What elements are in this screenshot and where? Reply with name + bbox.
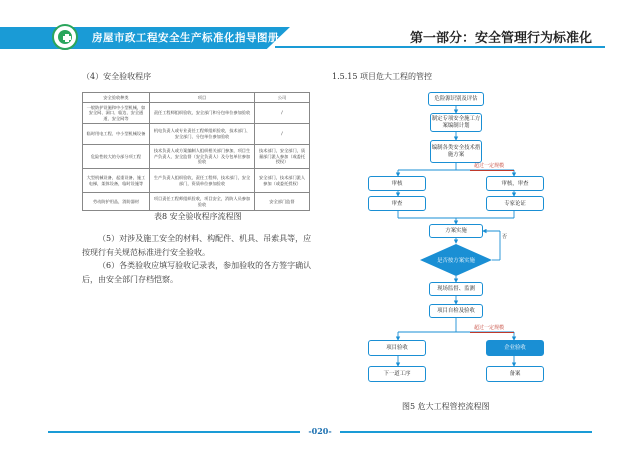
table-cell: 机电负责人或专业责任工程师组织验收，技术部门、安全部门、分包单位参加验收 [150, 124, 255, 145]
table-cell: 技术部门，安全部门，质量部门派人参加（或委托授权） [255, 145, 310, 169]
note-underline [470, 332, 514, 333]
page-number: -020- [300, 426, 340, 436]
table-cell: 大型机械设备，起重设备，施工电梯，架体设备，临时设施等 [83, 169, 150, 193]
scale-note: 超过一定规模 [474, 325, 505, 331]
table-cell: 安全部门监督 [255, 193, 310, 211]
no-label: 否 [502, 234, 508, 240]
table-cell: 临时用电工程、中小型机械设备 [83, 124, 150, 145]
flow-node-self-inspection: 项目自检及验收 [429, 304, 483, 318]
flow-node-plan-schedule: 制定专项安全施工方案编制计划 [430, 113, 482, 132]
table-cell: / [255, 103, 310, 124]
table-cell: 安全部门，技术部门派人参加（或委托授权） [255, 169, 310, 193]
flow-node-audit: 审查 [368, 196, 426, 211]
table-header: 项目 [150, 93, 255, 103]
flow-node-review: 审核 [368, 176, 426, 191]
table-caption: 表8 安全验收程序流程图 [154, 212, 242, 221]
table-header: 安全验收种类 [83, 93, 150, 103]
flow-node-compile-measures: 编制各类安全技术措施方案 [430, 140, 482, 163]
note-underline [470, 170, 514, 171]
flow-node-enterprise-acceptance: 企业验收 [486, 340, 544, 356]
table-header: 公司 [255, 93, 310, 103]
flow-node-supervision-monitoring: 现场监督、监测 [429, 282, 483, 296]
table-cell: 劳动防护用品，消防器材 [83, 193, 150, 211]
flowchart-title: 1.5.15 项目危大工程的管控 [332, 72, 432, 81]
flow-node-expert-review: 专家论证 [486, 196, 544, 211]
table-cell: 责任工程师组织验收，安全部门和分包单位参加验收 [150, 103, 255, 124]
decision-label: 是否按方案实施 [437, 258, 475, 264]
flow-decision-follow-plan [420, 244, 492, 276]
flow-node-project-acceptance: 项目验收 [368, 340, 426, 356]
table-cell: 项目责任工程师组织验收，项目安全，消防人员参加验收 [150, 193, 255, 211]
table-cell: / [255, 124, 310, 145]
flow-node-review-audit: 审核，审查 [486, 176, 544, 191]
scale-note: 超过一定规模 [474, 163, 505, 169]
paragraph: （6）各类验收应填写验收记录表，参加验收的各方签字确认后，由安全部门存档恺察。 [82, 261, 312, 284]
flow-node-filing: 备案 [486, 366, 544, 382]
table-cell: 生产负责人组织验收，责任工程师，技术部门，安全部门，资质单位参加验收 [150, 169, 255, 193]
flow-node-next-process: 下一道工序 [368, 366, 426, 382]
flow-node-hazard-identification: 危险源识别及评估 [428, 92, 484, 106]
flowchart-caption: 图5 危大工程管控流程图 [402, 402, 490, 411]
flow-node-plan-implementation: 方案实施 [429, 224, 483, 238]
part-title: 第一部分：安全管理行为标准化 [409, 31, 592, 46]
table-cell: 一般防护设施和中小型机械，如安全网、洞口、临边、安全通道、安全网等 [83, 103, 150, 124]
section-title: （4）安全验收程序 [82, 72, 152, 81]
header-title: 房屋市政工程安全生产标准化指导图册 [92, 32, 279, 44]
table-cell: 技术负责人或方案编制人组织相关部门参加，项目生产负责人、安全监督（安全负责人）及分包单位参加验收 [150, 145, 255, 169]
table-cell: 危险性较大的分部分项工程 [83, 145, 150, 169]
paragraph: （5）对涉及施工安全的材料、构配件、机具、吊索具等，应按现行有关规范标准进行安全验收。 [82, 234, 312, 257]
